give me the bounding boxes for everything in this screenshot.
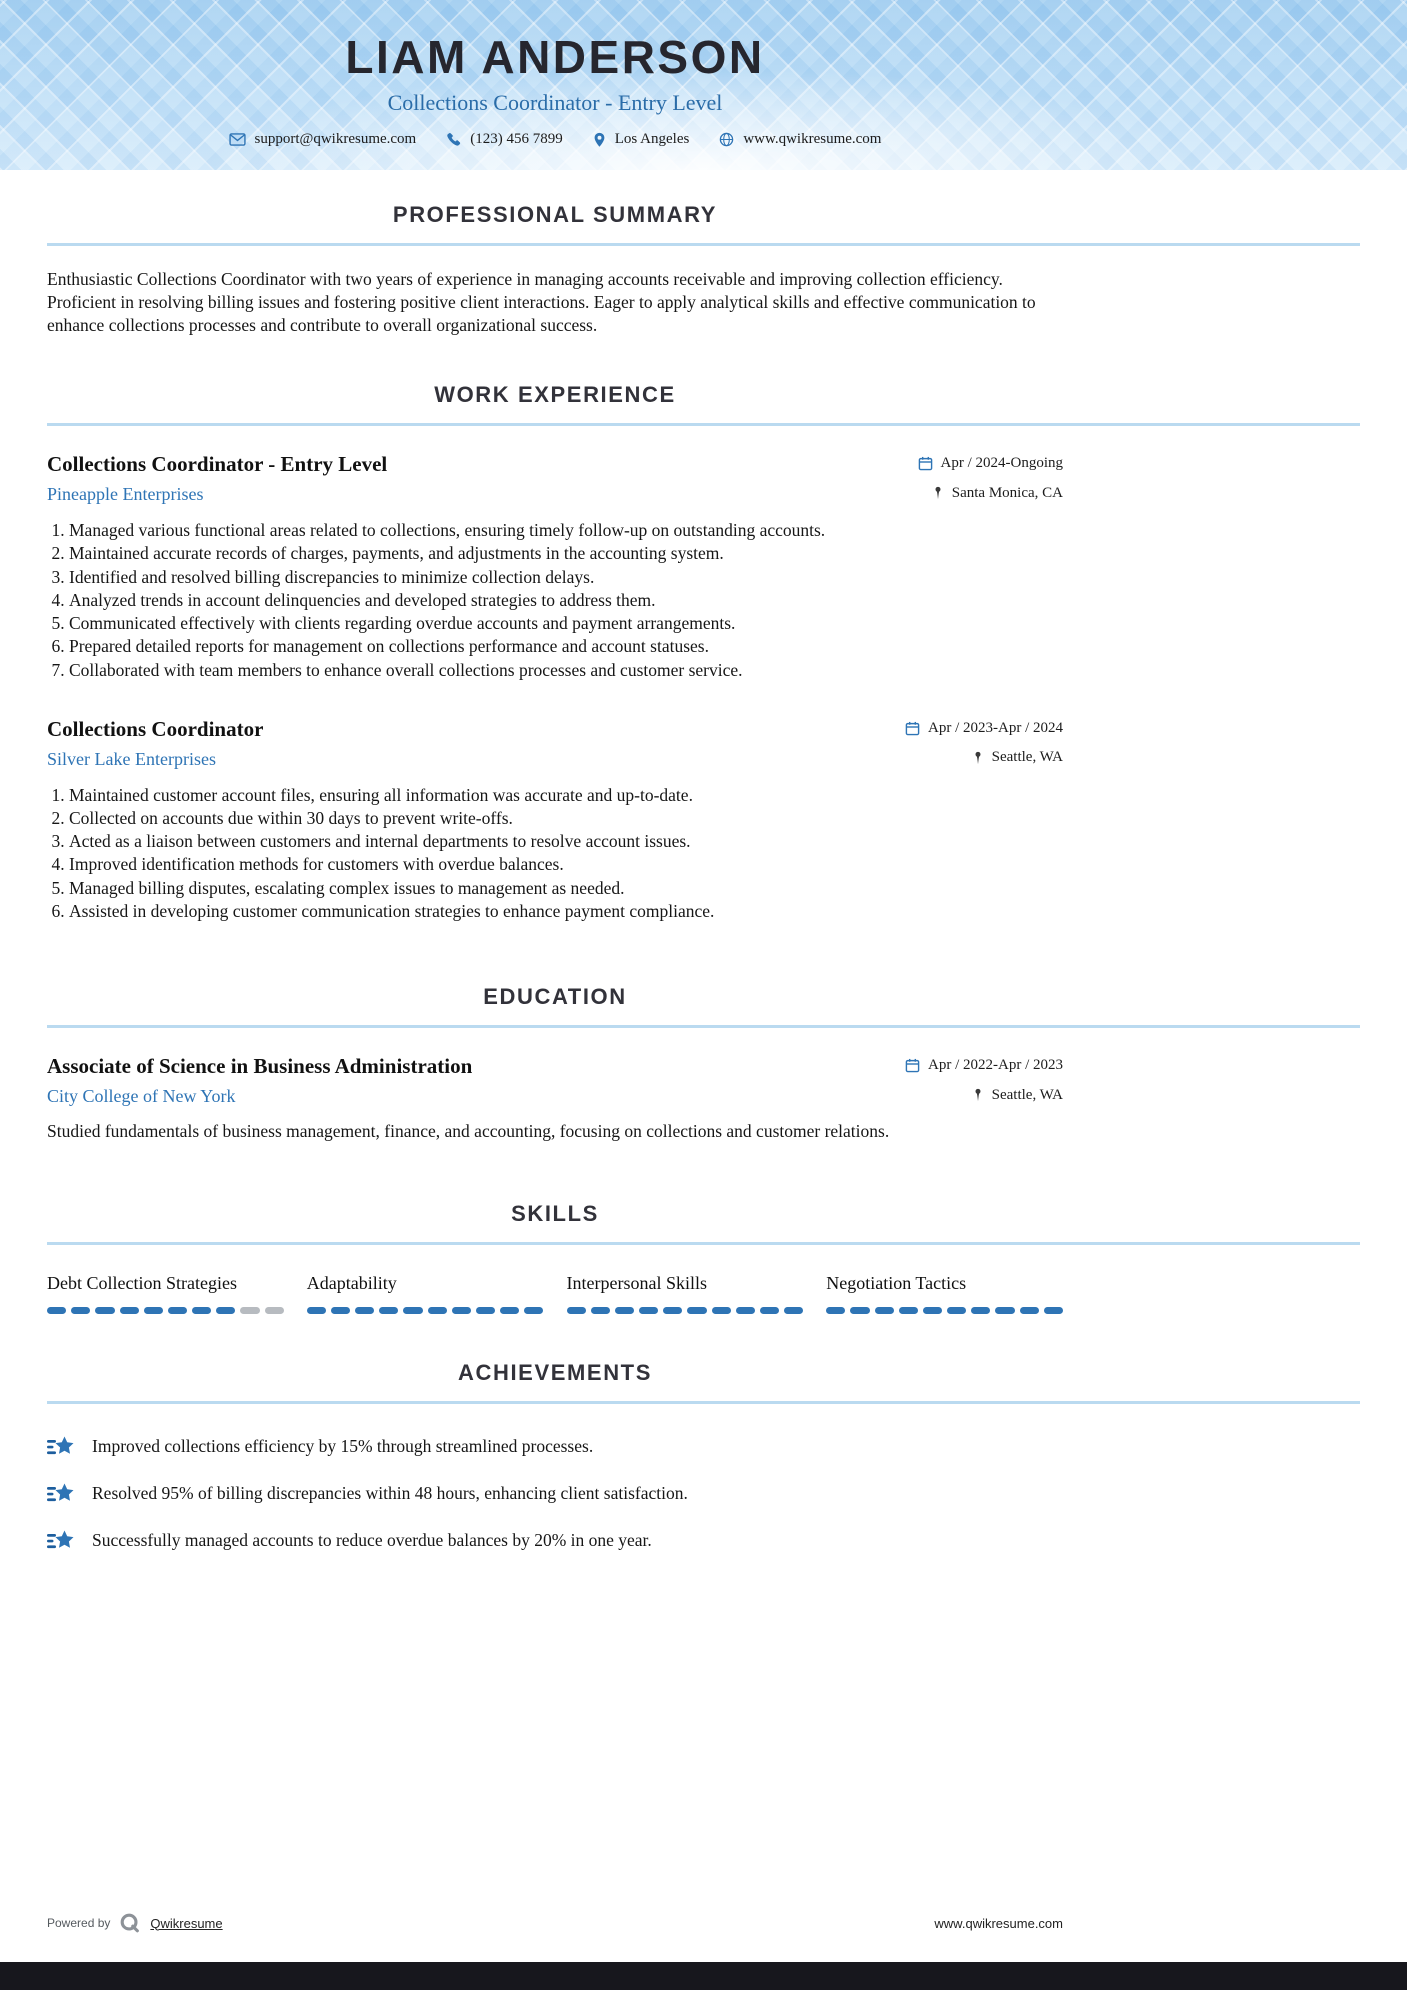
award-star-icon (47, 1434, 75, 1460)
pushpin-icon (972, 751, 984, 765)
skill-bar (307, 1307, 544, 1314)
skill-dash (615, 1307, 634, 1314)
education-location-meta (972, 1087, 1063, 1104)
jobs-list (47, 452, 1063, 922)
award-star-icon (47, 1481, 75, 1507)
education-description: Studied fundamentals of business management, finance, and accounting, focusing on collections and customer relations. (47, 1121, 890, 1142)
job-title: Collections Coordinator (47, 716, 264, 741)
footer-branding (47, 1912, 223, 1934)
skill-dash (591, 1307, 610, 1314)
work-heading: WORK EXPERIENCE (434, 382, 676, 408)
skill-dash (760, 1307, 779, 1314)
job-title: Collections Coordinator - Entry Level (47, 452, 388, 477)
skill-dash (995, 1307, 1014, 1314)
candidate-name: LIAM ANDERSON (345, 31, 765, 83)
job-bullet: 7. Collaborated with team members to enhance overall collections processes and customer service. (69, 659, 1063, 681)
section-rule (47, 243, 1360, 246)
skill-dash (428, 1307, 447, 1314)
company-name: Silver Lake Enterprises (47, 748, 216, 769)
achievement-item (47, 1481, 1063, 1507)
skill-dash (971, 1307, 990, 1314)
job-location-meta (972, 749, 1063, 766)
skill-item (826, 1273, 1063, 1314)
contact-phone[interactable] (446, 131, 563, 148)
header-content (47, 0, 1063, 148)
skill-dash (355, 1307, 374, 1314)
skill-dash (784, 1307, 803, 1314)
skill-dash (265, 1307, 284, 1314)
job-bullet: 4. Improved identification methods for customers with overdue balances. (69, 853, 1063, 875)
calendar-icon (905, 1058, 920, 1073)
education-dates-meta (905, 1057, 1063, 1074)
skill-dash (500, 1307, 519, 1314)
skill-dash (850, 1307, 869, 1314)
job-bullets (47, 519, 1063, 681)
job-bullet: 1. Maintained customer account files, ensuring all information was accurate and up-to-date. (69, 784, 1063, 806)
education-dates: Apr / 2022-Apr / 2023 (928, 1057, 1063, 1074)
achievement-text: Resolved 95% of billing discrepancies within 48 hours, enhancing client satisfaction. (92, 1483, 688, 1504)
skill-dash (712, 1307, 731, 1314)
footer-bottom-bar (0, 1962, 1407, 1990)
location-text: Los Angeles (614, 131, 690, 147)
skill-label: Interpersonal Skills (566, 1272, 707, 1293)
achievements-list (47, 1434, 1063, 1554)
contact-email[interactable] (229, 131, 417, 148)
skill-bar (826, 1307, 1063, 1314)
email-text[interactable]: support@qwikresume.com (254, 131, 417, 147)
skill-dash (379, 1307, 398, 1314)
skill-dash (736, 1307, 755, 1314)
skill-dash (168, 1307, 187, 1314)
phone-text[interactable]: (123) 456 7899 (470, 131, 563, 147)
education-heading: EDUCATION (483, 984, 627, 1010)
calendar-icon (918, 456, 933, 471)
skill-dash (331, 1307, 350, 1314)
skill-item (307, 1273, 544, 1314)
achievements-heading: ACHIEVEMENTS (458, 1359, 652, 1385)
section-summary (0, 202, 1407, 336)
job-location: Seattle, WA (991, 749, 1063, 766)
job-location-meta (932, 485, 1063, 502)
job-dates-meta (905, 720, 1063, 737)
company-name: Pineapple Enterprises (47, 484, 204, 505)
job-dates-meta (918, 455, 1064, 472)
candidate-title: Collections Coordinator - Entry Level (387, 90, 723, 115)
map-pin-icon (593, 132, 606, 148)
skills-grid (47, 1273, 1063, 1314)
website-text[interactable]: www.qwikresume.com (743, 131, 882, 147)
globe-icon (719, 132, 734, 147)
contact-location (593, 131, 690, 148)
section-rule (47, 1401, 1360, 1404)
job-bullet: 2. Collected on accounts due within 30 days to prevent write-offs. (69, 807, 1063, 829)
education-entry (47, 1054, 1063, 1143)
job-bullet: 6. Prepared detailed reports for management on collections performance and account statuses. (69, 635, 1063, 657)
job-bullet: 1. Managed various functional areas related to collections, ensuring timely follow-up on outstanding accounts. (69, 519, 1063, 541)
education-location: Seattle, WA (991, 1086, 1063, 1103)
email-icon (229, 133, 246, 146)
skill-item (47, 1273, 284, 1314)
job-bullet: 4. Analyzed trends in account delinquencies and developed strategies to address them. (69, 589, 1063, 611)
phone-icon (446, 132, 461, 147)
job-location: Santa Monica, CA (951, 484, 1063, 501)
skill-label: Negotiation Tactics (826, 1272, 967, 1293)
summary-heading: PROFESSIONAL SUMMARY (392, 202, 718, 227)
achievement-text: Successfully managed accounts to reduce overdue balances by 20% in one year. (92, 1530, 652, 1551)
skill-bar (567, 1307, 804, 1314)
section-rule (47, 1025, 1360, 1028)
contact-website[interactable] (719, 131, 881, 148)
job-dates: Apr / 2024-Ongoing (940, 455, 1063, 472)
skill-dash (307, 1307, 326, 1314)
section-rule (47, 423, 1360, 426)
skill-dash (71, 1307, 90, 1314)
job-bullet: 5. Communicated effectively with clients regarding overdue accounts and payment arrangements. (69, 612, 1063, 634)
skill-dash (923, 1307, 942, 1314)
skill-dash (1020, 1307, 1039, 1314)
job-bullet: 6. Assisted in developing customer communication strategies to enhance payment compliance. (69, 900, 1063, 922)
powered-by-label: Powered by (47, 1916, 111, 1930)
calendar-icon (905, 721, 920, 736)
school-name: City College of New York (47, 1086, 236, 1107)
skill-dash (663, 1307, 682, 1314)
pushpin-icon (972, 1088, 984, 1102)
contact-bar (47, 131, 1063, 148)
skill-dash (47, 1307, 66, 1314)
skill-dash (216, 1307, 235, 1314)
skill-dash (947, 1307, 966, 1314)
achievement-item (47, 1528, 1063, 1554)
skill-dash (95, 1307, 114, 1314)
job-bullets (47, 784, 1063, 922)
job-bullet: 2. Maintained accurate records of charges, payments, and adjustments in the accounting system. (69, 542, 1063, 564)
achievement-item (47, 1434, 1063, 1460)
job-bullet: 3. Identified and resolved billing discrepancies to minimize collection delays. (69, 566, 1063, 588)
skill-dash (1044, 1307, 1063, 1314)
section-achievements (0, 1360, 1407, 1554)
footer-website[interactable]: www.qwikresume.com (934, 1915, 1063, 1931)
skill-dash (639, 1307, 658, 1314)
footer (47, 1912, 1063, 1934)
section-work-experience (0, 382, 1407, 922)
skill-dash (567, 1307, 586, 1314)
qwikresume-link[interactable]: Qwikresume (150, 1915, 223, 1931)
skill-dash (240, 1307, 259, 1314)
skill-dash (192, 1307, 211, 1314)
skill-dash (875, 1307, 894, 1314)
section-education (0, 984, 1407, 1143)
skill-dash (452, 1307, 471, 1314)
skill-dash (524, 1307, 543, 1314)
skill-dash (826, 1307, 845, 1314)
skill-dash (687, 1307, 706, 1314)
degree-title: Associate of Science in Business Administration (47, 1054, 473, 1079)
achievement-text: Improved collections efficiency by 15% through streamlined processes. (92, 1436, 594, 1457)
header-banner (0, 0, 1407, 170)
skill-dash (120, 1307, 139, 1314)
skill-dash (144, 1307, 163, 1314)
award-star-icon (47, 1528, 75, 1554)
job-bullet: 3. Acted as a liaison between customers and internal departments to resolve account issues. (69, 830, 1063, 852)
skill-label: Debt Collection Strategies (47, 1272, 237, 1293)
section-rule (47, 1242, 1360, 1245)
skill-item (567, 1273, 804, 1314)
job-dates: Apr / 2023-Apr / 2024 (928, 719, 1063, 736)
job-bullet: 5. Managed billing disputes, escalating complex issues to management as needed. (69, 877, 1063, 899)
skill-dash (899, 1307, 918, 1314)
summary-text: Enthusiastic Collections Coordinator with two years of experience in managing accounts receivable and improving collection efficiency. Proficient in resolving billing issues and fostering positive client interactions. Eager to apply analytical skills and effective communication to enhance collections processes and contribute to overall organizational success. (47, 269, 1036, 335)
skill-label: Adaptability (306, 1272, 397, 1293)
skill-bar (47, 1307, 284, 1314)
job-entry (47, 452, 1063, 681)
skill-dash (403, 1307, 422, 1314)
section-skills (0, 1201, 1407, 1314)
job-entry (47, 717, 1063, 922)
skill-dash (476, 1307, 495, 1314)
pushpin-icon (932, 486, 944, 500)
skills-heading: SKILLS (511, 1200, 599, 1226)
qwikresume-logo-icon (119, 1912, 141, 1934)
